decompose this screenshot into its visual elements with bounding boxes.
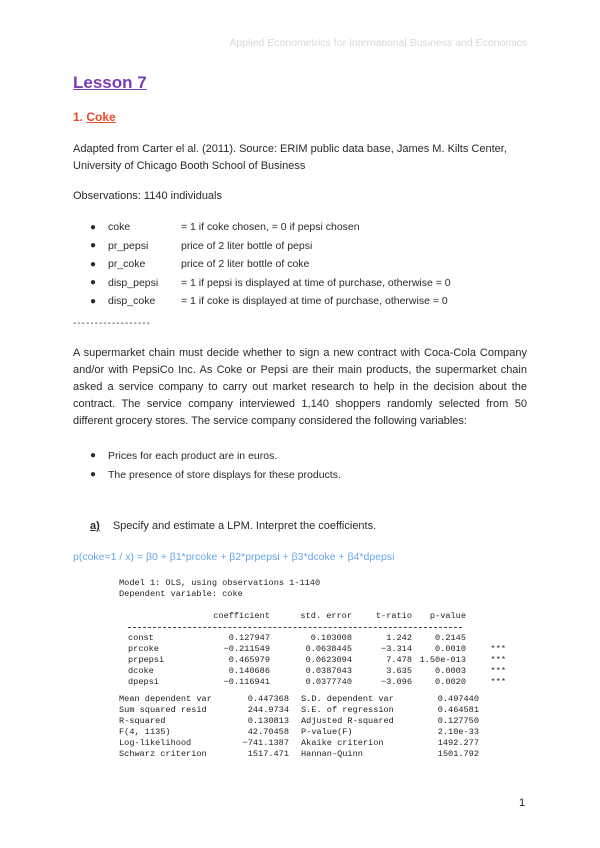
variable-item bbox=[90, 292, 451, 311]
lpm-equation: p(coke=1 / x) = β0 + β1*prcoke + β2*prpepsi + β3*dcoke + β4*dpepsi bbox=[73, 551, 395, 563]
note-text: Prices for each product are in euros. bbox=[108, 449, 278, 462]
notes-list bbox=[90, 446, 341, 484]
dependent-variable: Dependent variable: coke bbox=[119, 589, 243, 599]
table-row: prpepsi 0.465979 0.0623094 7.478 1.50e-013 *** bbox=[128, 655, 506, 665]
intro-paragraph: A supermarket chain must decide whether to sign a new contract with Coca-Cola Company and/or with PepsiCo Inc. As Coke or Pepsi are their main products, the supermarket chain asked a service company to carry out market research to help in the decision about the contract. The service company interviewed 1,140 shoppers randomly selected from 50 different grocery stores. The service company considered the following variables: bbox=[73, 347, 527, 427]
stat-row: Mean dependent var 0.447368 S.D. dependent var 0.497440 bbox=[119, 694, 479, 704]
header-std-error: std. error bbox=[300, 611, 352, 621]
section-title: Coke bbox=[86, 110, 116, 124]
variable-name: pr_coke bbox=[108, 258, 146, 271]
list-item bbox=[90, 446, 341, 465]
task-letter: a) bbox=[90, 520, 100, 532]
bullet-icon: ● bbox=[90, 450, 97, 461]
header-p-value: p-value bbox=[429, 611, 466, 621]
task-text: Specify and estimate a LPM. Interpret the coefficients. bbox=[112, 520, 377, 532]
table-row: dpepsi −0.116941 0.0377740 −3.096 0.0020 *** bbox=[128, 677, 506, 687]
bullet-icon: ● bbox=[90, 258, 97, 270]
variable-item bbox=[90, 218, 451, 237]
section-number: 1. bbox=[73, 110, 84, 124]
model-title: Model 1: OLS, using observations 1-1140 bbox=[119, 578, 321, 588]
variable-item bbox=[90, 274, 451, 293]
stat-row: Schwarz criterion 1517.471 Hannan-Quinn 1501.792 bbox=[119, 749, 479, 759]
task-a bbox=[90, 520, 376, 532]
variable-item bbox=[90, 237, 451, 256]
variable-description: = 1 if pepsi is displayed at time of purchase, otherwise = 0 bbox=[181, 276, 451, 289]
variable-name: disp_pepsi bbox=[108, 276, 159, 289]
stat-row: F(4, 1135) 42.70458 P-value(F) 2.10e-33 bbox=[119, 727, 479, 737]
table-row: dcoke 0.140686 0.0387043 3.635 0.0003 *** bbox=[128, 666, 506, 676]
bullet-icon: ● bbox=[90, 221, 97, 233]
model-statistics bbox=[119, 694, 479, 760]
observations-line: Observations: 1140 individuals bbox=[73, 190, 222, 202]
header-t-ratio: t-ratio bbox=[375, 611, 412, 621]
coefficient-rows bbox=[128, 633, 506, 688]
separator-line: ------------------ bbox=[73, 318, 151, 329]
variable-description: price of 2 liter bottle of pepsi bbox=[181, 239, 313, 252]
variable-description: = 1 if coke is displayed at time of purchase, otherwise = 0 bbox=[181, 295, 448, 308]
regression-output bbox=[119, 578, 506, 760]
running-header: Applied Econometrics for International Business and Economics bbox=[229, 37, 527, 49]
variable-name: coke bbox=[108, 221, 131, 234]
source-paragraph: Adapted from Carter el al. (2011). Source: ERIM public data base, James M. Kilts Center, University of Chicago Booth School of Business bbox=[73, 143, 507, 172]
table-row: const 0.127947 0.103008 1.242 0.2145 bbox=[128, 633, 466, 643]
variable-description: price of 2 liter bottle of coke bbox=[181, 258, 310, 271]
bullet-icon: ● bbox=[90, 469, 97, 480]
table-header-row bbox=[128, 611, 506, 622]
stat-row: Sum squared resid 244.9734 S.E. of regression 0.464581 bbox=[119, 705, 479, 715]
table-rule bbox=[128, 627, 462, 628]
stat-row: R-squared 0.130813 Adjusted R-squared 0.127750 bbox=[119, 716, 479, 726]
bullet-icon: ● bbox=[90, 240, 97, 252]
page-number: 1 bbox=[519, 797, 526, 809]
bullet-icon: ● bbox=[90, 277, 97, 289]
variable-list bbox=[90, 218, 451, 311]
coefficient-table bbox=[128, 611, 506, 622]
variable-name: pr_pepsi bbox=[108, 239, 149, 252]
table-row: prcoke −0.211549 0.0638445 −3.314 0.0010 *** bbox=[128, 644, 506, 654]
bullet-icon: ● bbox=[90, 295, 97, 307]
header-coefficient: coefficient bbox=[213, 611, 270, 621]
section-heading bbox=[73, 110, 116, 124]
variable-name: disp_coke bbox=[108, 295, 156, 308]
variable-item bbox=[90, 255, 451, 274]
lesson-title: Lesson 7 bbox=[73, 73, 147, 92]
note-text: The presence of store displays for these products. bbox=[108, 468, 341, 481]
list-item bbox=[90, 465, 341, 484]
variable-description: = 1 if coke chosen, = 0 if pepsi chosen bbox=[181, 221, 360, 234]
stat-row: Log-likelihood −741.1387 Akaike criterion 1492.277 bbox=[119, 738, 479, 748]
